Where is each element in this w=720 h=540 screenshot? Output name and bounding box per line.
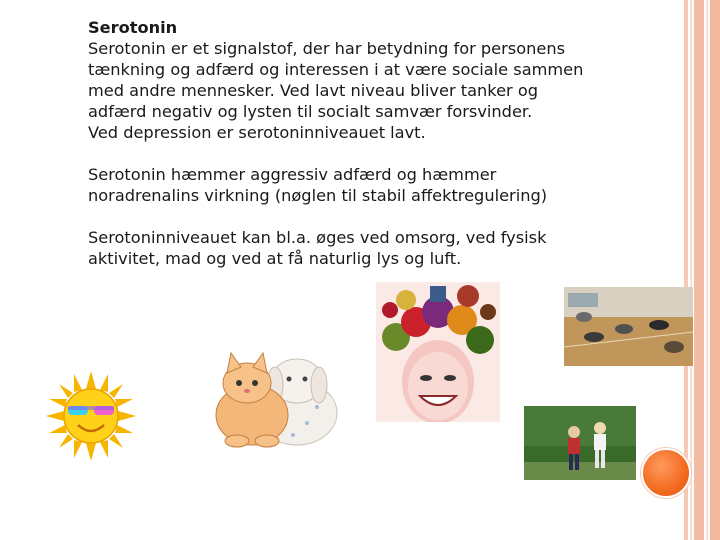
orange-circle-decoration xyxy=(641,448,691,498)
decor-stripe xyxy=(710,0,720,540)
kittens-illustration xyxy=(197,343,347,453)
gym-class-photo xyxy=(564,287,693,366)
decor-stripe xyxy=(694,0,704,540)
text-line: adfærd negativ og lysten til socialt samvær forsvinder. xyxy=(88,102,533,121)
text-line: med andre mennesker. Ved lavt niveau bliver tanker og xyxy=(88,81,539,100)
text-line: noradrenalins virkning (nøglen til stabil affektregulering) xyxy=(88,186,548,205)
text-line: aktivitet, mad og ved at få naturlig lys og luft. xyxy=(88,249,462,268)
runners-photo xyxy=(524,406,636,480)
fruit-headdress-face-image xyxy=(376,282,500,422)
sun-icon xyxy=(46,371,136,461)
text-line: tænkning og adfærd og interessen i at være sociale sammen xyxy=(88,60,584,79)
slide-title: Serotonin xyxy=(88,18,178,37)
text-line: Serotoninniveauet kan bl.a. øges ved omsorg, ved fysisk xyxy=(88,228,547,247)
decor-stripe xyxy=(706,0,708,540)
text-line: Serotonin hæmmer aggressiv adfærd og hæmmer xyxy=(88,165,497,184)
text-line: Serotonin er et signalstof, der har betydning for personens xyxy=(88,39,566,58)
text-line: Ved depression er serotoninniveauet lavt. xyxy=(88,123,426,142)
slide-text xyxy=(88,17,668,269)
decor-stripe xyxy=(690,0,692,540)
